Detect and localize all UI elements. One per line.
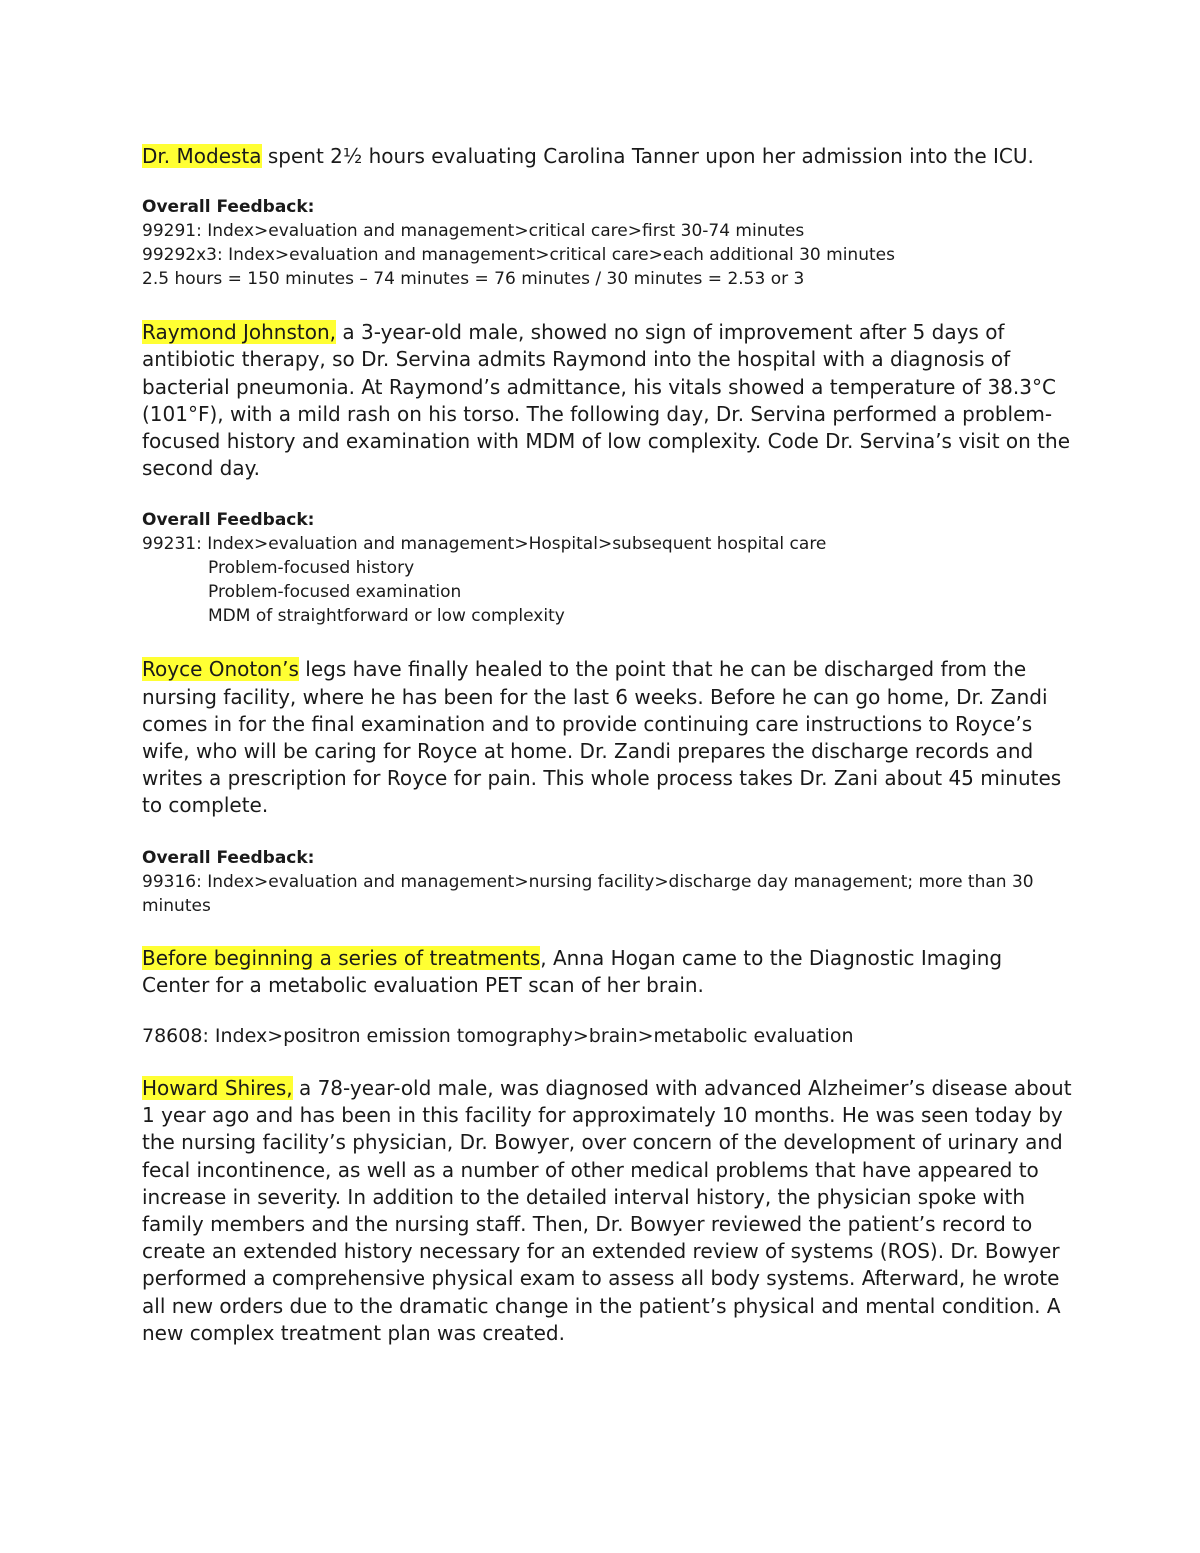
case3-feedback-heading: Overall Feedback: [142,847,315,868]
case5-paragraph [142,1075,1072,1347]
case1-feedback-line-1: 99291: Index>evaluation and management>critical care>first 30-74 minutes [142,221,805,242]
case2-text: a 3-year-old male, showed no sign of improvement after 5 days of antibiotic therapy, so Dr. Servina admits Raymond into the hospital with a diagnosis of bacterial pneumonia. At Raymond’s admittance, his vitals showed a temperature of 38.3°C (101°F), with a mild rash on his torso. The following day, Dr. Servina performed a problem-focused history and examination with MDM of low complexity. Code Dr. Servina’s visit on the second day. [142,320,1070,481]
case4-code-line: 78608: Index>positron emission tomography>brain>metabolic evaluation [142,1025,854,1048]
case5-highlight: Howard Shires, [142,1076,293,1101]
case3-text: legs have finally healed to the point that he can be discharged from the nursing facility, where he has been for the last 6 weeks. Before he can go home, Dr. Zandi comes in for the final examination and to provide continuing care instructions to Royce’s wife, who will be caring for Royce at home. Dr. Zandi prepares the discharge records and writes a prescription for Royce for pain. This whole process takes Dr. Zani about 45 minutes to complete. [142,657,1062,818]
case1-paragraph [142,143,1072,170]
case1-text: spent 2½ hours evaluating Carolina Tanner upon her admission into the ICU. [261,144,1034,168]
case4-paragraph [142,945,1072,999]
case1-feedback-line-3: 2.5 hours = 150 minutes – 74 minutes = 76 minutes / 30 minutes = 2.53 or 3 [142,269,805,290]
case3-paragraph [142,656,1072,819]
case2-feedback-heading: Overall Feedback: [142,510,315,531]
case3-highlight: Royce Onoton’s [142,657,299,682]
case2-feedback-indented-1: Problem-focused history [208,558,415,579]
case2-feedback-indented-2: Problem-focused examination [208,582,462,603]
case3-feedback-line: 99316: Index>evaluation and management>nursing facility>discharge day management; more than 30 minutes [142,871,1034,916]
case2-feedback-line: 99231: Index>evaluation and management>Hospital>subsequent hospital care [142,534,827,555]
case2-highlight: Raymond Johnston, [142,320,337,345]
case1-feedback-heading: Overall Feedback: [142,197,315,218]
document-content [142,143,1072,1347]
case1-feedback-line-2: 99292x3: Index>evaluation and management>critical care>each additional 30 minutes [142,245,895,266]
case4-text: , Anna Hogan came to the Diagnostic Imaging Center for a metabolic evaluation PET scan of her brain. [142,945,1003,997]
case2-paragraph [142,319,1072,482]
case2-feedback-indented-3: MDM of straightforward or low complexity [208,606,565,627]
case1-highlight: Dr. Modesta [142,144,262,168]
case4-highlight: Before beginning a series of treatments [142,945,541,970]
case5-text: a 78-year-old male, was diagnosed with advanced Alzheimer’s disease about 1 year ago and has been in this facility for approximately 10 months. He was seen today by the nursing facility’s physician, Dr. Bowyer, over concern of the development of urinary and fecal incontinence, as well as a number of other medical problems that have appeared to increase in severity. In addition to the detailed interval history, the physician spoke with family members and the nursing staff. Then, Dr. Bowyer reviewed the patient’s record to create an extended history necessary for an extended review of systems (ROS). Dr. Bowyer performed a comprehensive physical exam to assess all body systems. Afterward, he wrote all new orders due to the dramatic change in the patient’s physical and mental condition. A new complex treatment plan was created. [142,1076,1072,1345]
